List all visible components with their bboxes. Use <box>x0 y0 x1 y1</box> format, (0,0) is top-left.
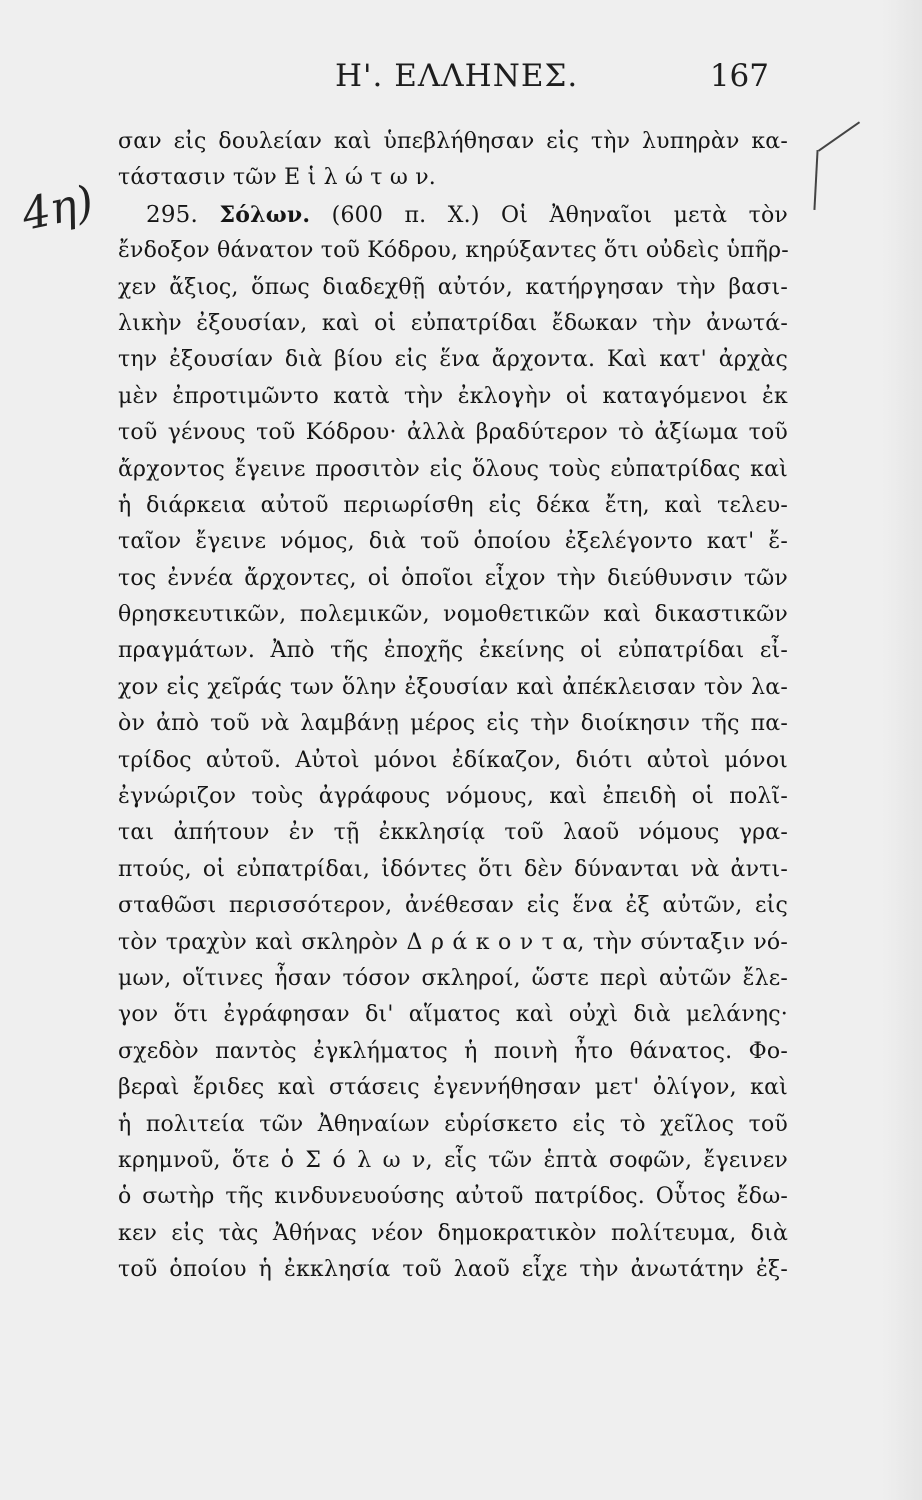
text-line: κεν εἰς τὰς Ἀθήνας νέον δημοκρατικὸν πολίτευμα, διὰ <box>118 1220 788 1246</box>
text-line: ἔνδοξον θάνατον τοῦ Κόδρου, κηρύξαντες ὅτι οὐδεὶς ὑπῆρ- <box>118 238 789 264</box>
text-line: ται ἀπήτουν ἐν τῇ ἐκκλησίᾳ τοῦ λαοῦ νόμους γρα- <box>118 820 788 846</box>
text-line: τοῦ γένους τοῦ Κόδρου· ἀλλὰ βραδύτερον τὸ ἀξίωμα τοῦ <box>118 420 788 446</box>
section-title: Σόλων. <box>219 201 311 228</box>
text-line: πτούς, οἱ εὐπατρίδαι, ἰδόντες ὅτι δὲν δύνανται νὰ ἀντι- <box>118 856 788 882</box>
text-line: χον εἰς χεῖράς των ὅλην ἐξουσίαν καὶ ἀπέκλεισαν τὸν λα- <box>118 674 788 700</box>
text-line: (600 π. Χ.) Οἱ Ἀθηναῖοι μετὰ τὸν <box>331 202 788 228</box>
text-line: γον ὅτι ἐγράφησαν δι' αἵματος καὶ οὐχὶ διὰ μελάνης· <box>118 1002 788 1028</box>
text-line: τρίδος αὐτοῦ. Αὐτοὶ μόνοι ἐδίκαζον, διότι αὐτοὶ μόνοι <box>118 747 788 773</box>
pencil-mark-stroke <box>813 150 818 210</box>
text-line: ἡ διάρκεια αὐτοῦ περιωρίσθη εἰς δέκα ἔτη, καὶ τελευ- <box>118 492 788 518</box>
handwritten-margin-note: 4η) <box>17 176 99 241</box>
text-line: ταῖον ἔγεινε νόμος, διὰ τοῦ ὁποίου ἐξελέγοντο κατ' ἔ- <box>118 529 788 555</box>
text-line: ἄρχοντος ἔγεινε προσιτὸν εἰς ὅλους τοὺς εὐπατρίδας καὶ <box>118 456 788 482</box>
text-line: τὸν τραχὺν καὶ σκληρὸν Δ ρ ά κ ο ν τ α, τὴν σύνταξιν νό- <box>118 929 788 955</box>
text-line: την ἐξουσίαν διὰ βίου εἰς ἕνα ἄρχοντα. Καὶ κατ' ἀρχὰς <box>118 347 788 373</box>
text-line: κρημνοῦ, ὅτε ὁ Σ ό λ ω ν, εἷς τῶν ἑπτὰ σοφῶν, ἔγεινεν <box>118 1147 788 1173</box>
page-number: 167 <box>709 58 769 94</box>
page-edge-shadow <box>882 0 922 1500</box>
text-line: σταθῶσι περισσότερον, ἀνέθεσαν εἰς ἕνα ἐξ αὐτῶν, εἰς <box>118 893 788 919</box>
text-line: βεραὶ ἔριδες καὶ στάσεις ἐγεννήθησαν μετ' ὀλίγον, καὶ <box>118 1075 788 1101</box>
text-line: ἐγνώριζον τοὺς ἀγράφους νόμους, καὶ ἐπειδὴ οἱ πολῖ- <box>118 784 788 810</box>
text-line: σαν εἰς δουλείαν καὶ ὑπεβλήθησαν εἰς τὴν λυπηρὰν κα- <box>118 129 788 154</box>
text-line: ὸν ἀπὸ τοῦ νὰ λαμβάνῃ μέρος εἰς τὴν διοίκησιν τῆς πα- <box>118 711 788 737</box>
text-line: χεν ἄξιος, ὅπως διαδεχθῇ αὐτόν, κατήργησαν τὴν βασι- <box>118 274 788 300</box>
text-line: ἡ πολιτεία τῶν Ἀθηναίων εὑρίσκετο εἰς τὸ χεῖλος τοῦ <box>118 1111 788 1137</box>
text-line: τος ἐννέα ἄρχοντες, οἱ ὁποῖοι εἶχον τὴν διεύθυνσιν τῶν <box>118 565 788 591</box>
text-line: τοῦ ὁποίου ἡ ἐκκλησία τοῦ λαοῦ εἶχε τὴν ἀνωτάτην ἐξ- <box>118 1257 788 1283</box>
section-heading-line <box>118 197 788 233</box>
text-line: μων, οἵτινες ἦσαν τόσον σκληροί, ὥστε περὶ αὐτῶν ἔλε- <box>118 965 788 991</box>
text-line: ὁ σωτὴρ τῆς κινδυνευούσης αὐτοῦ πατρίδος. Οὗτος ἔδω- <box>118 1184 788 1210</box>
text-line: πραγμάτων. Ἀπὸ τῆς ἐποχῆς ἐκείνης οἱ εὐπατρίδαι εἶ- <box>118 638 788 664</box>
text-line: μὲν ἐπροτιμῶντο κατὰ τὴν ἐκλογὴν οἱ καταγόμενοι ἐκ <box>118 383 788 409</box>
text-line: τάστασιν τῶν Ε ἱ λ ώ τ ω ν. <box>118 165 436 191</box>
text-line: σχεδὸν παντὸς ἐγκλήματος ἡ ποινὴ ἦτο θάνατος. Φο- <box>118 1038 788 1064</box>
page-header <box>110 58 775 98</box>
body-text <box>118 124 788 1289</box>
section-number: 295. <box>146 201 199 228</box>
text-line: θρησκευτικῶν, πολεμικῶν, νομοθετικῶν καὶ δικαστικῶν <box>118 602 788 628</box>
running-head: Η'. ΕΛΛΗΝΕΣ. <box>335 58 579 94</box>
pencil-mark <box>818 121 881 181</box>
text-line: λικὴν ἐξουσίαν, καὶ οἱ εὐπατρίδαι ἔδωκαν τὴν ἀνωτά- <box>118 310 788 336</box>
